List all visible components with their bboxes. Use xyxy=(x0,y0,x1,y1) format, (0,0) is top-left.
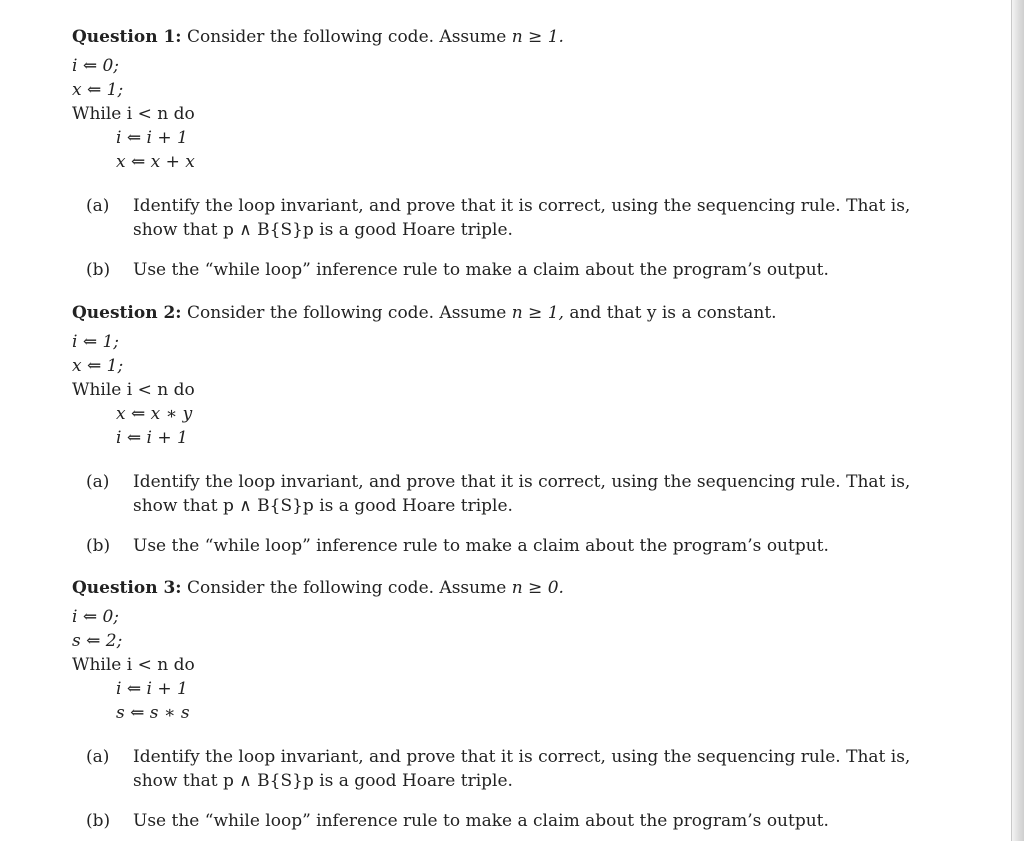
question-intro: Consider the following code. Assume xyxy=(187,578,507,598)
question-2 xyxy=(72,302,972,574)
page-edge-shadow xyxy=(1011,0,1024,841)
sub-question-b xyxy=(86,809,933,833)
sub-question-label: (a) xyxy=(86,472,110,492)
code-line: s ⇐ 2; xyxy=(72,631,123,651)
question-label: Question 2: xyxy=(72,303,182,323)
question-heading xyxy=(72,26,972,48)
sub-question-a xyxy=(86,745,933,793)
code-line: x ⇐ 1; xyxy=(72,356,124,376)
question-label: Question 3: xyxy=(72,578,182,598)
sub-question-label: (b) xyxy=(86,536,111,556)
question-intro: Consider the following code. Assume xyxy=(187,303,507,323)
sub-question-a xyxy=(86,470,933,518)
sub-question-text: Use the “while loop” inference rule to make a claim about the program’s output. xyxy=(133,260,829,280)
code-line: i ⇐ i + 1 xyxy=(116,128,188,148)
code-line: i ⇐ 1; xyxy=(72,332,120,352)
question-assumption: n ≥ 0. xyxy=(511,578,564,598)
sub-question-label: (a) xyxy=(86,196,110,216)
question-assumption: n ≥ 1, xyxy=(511,303,564,323)
sub-question-b xyxy=(86,258,933,282)
code-line: i ⇐ i + 1 xyxy=(116,428,188,448)
code-line-while: While i < n do xyxy=(72,104,195,124)
question-heading xyxy=(72,577,972,599)
code-line: i ⇐ 0; xyxy=(72,607,120,627)
sub-question-text: Identify the loop invariant, and prove that it is correct, using the sequencing rule. That is, show that p ∧ B{S}p is a good Hoare triple. xyxy=(133,472,911,516)
question-label: Question 1: xyxy=(72,27,182,47)
sub-question-label: (b) xyxy=(86,811,111,831)
code-line: x ⇐ x + x xyxy=(116,152,195,172)
question-3 xyxy=(72,577,972,849)
code-line: i ⇐ i + 1 xyxy=(116,679,188,699)
sub-questions xyxy=(72,470,972,558)
sub-question-label: (b) xyxy=(86,260,111,280)
sub-question-text: Identify the loop invariant, and prove that it is correct, using the sequencing rule. That is, show that p ∧ B{S}p is a good Hoare triple. xyxy=(133,747,911,791)
sub-questions xyxy=(72,745,972,833)
code-line: i ⇐ 0; xyxy=(72,56,120,76)
question-assumption: n ≥ 1. xyxy=(511,27,564,47)
question-heading xyxy=(72,302,972,324)
question-intro: Consider the following code. Assume xyxy=(187,27,507,47)
question-extra: and that y is a constant. xyxy=(569,303,777,323)
sub-question-text: Identify the loop invariant, and prove that it is correct, using the sequencing rule. That is, show that p ∧ B{S}p is a good Hoare triple. xyxy=(133,196,911,240)
sub-question-text: Use the “while loop” inference rule to make a claim about the program’s output. xyxy=(133,811,829,831)
code-line: s ⇐ s ∗ s xyxy=(116,703,190,723)
question-1 xyxy=(72,26,972,298)
code-line: x ⇐ x ∗ y xyxy=(116,404,193,424)
sub-question-a xyxy=(86,194,933,242)
code-line-while: While i < n do xyxy=(72,380,195,400)
sub-question-text: Use the “while loop” inference rule to make a claim about the program’s output. xyxy=(133,536,829,556)
sub-questions xyxy=(72,194,972,282)
sub-question-label: (a) xyxy=(86,747,110,767)
sub-question-b xyxy=(86,534,933,558)
code-line: x ⇐ 1; xyxy=(72,80,124,100)
code-line-while: While i < n do xyxy=(72,655,195,675)
